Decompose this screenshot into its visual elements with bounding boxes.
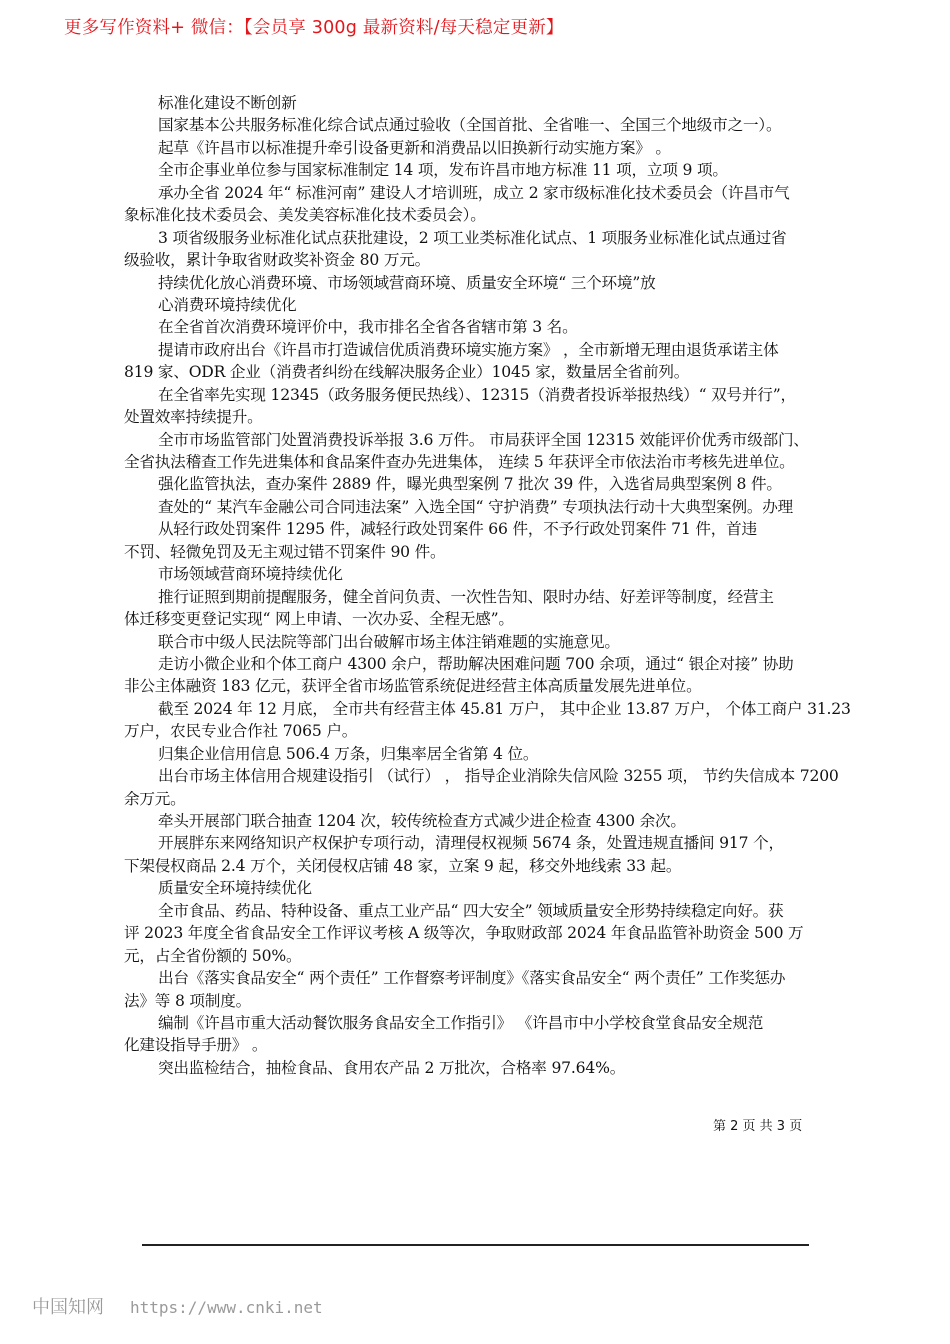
text-line: 在全省首次消费环境评价中，我市排名全省各省辖市第 3 名。 xyxy=(158,318,578,337)
text-line: 不罚、轻微免罚及无主观过错不罚案件 90 件。 xyxy=(124,542,446,561)
text-line: 出台《落实食品安全“ 两个责任” 工作督察考评制度》《落实食品安全“ 两个责任” 工作奖惩办 xyxy=(158,969,786,988)
text-line: 强化监管执法，查办案件 2889 件，曝光典型案例 7 批次 39 件，入选省局典型案例 8 件。 xyxy=(158,475,782,494)
text-line: 市场领域营商环境持续优化 xyxy=(158,565,343,584)
text-line: 查处的“ 某汽车金融公司合同违法案” 入选全国“ 守护消费” 专项执法行动十大典型案例。办理 xyxy=(158,497,794,516)
text-line: 起草《许昌市以标准提升牵引设备更新和消费品以旧换新行动实施方案》 。 xyxy=(158,138,671,157)
text-line: 评 2023 年度全省食品安全工作评议考核 A 级等次，争取财政部 2024 年食品监管补助资金 500 万 xyxy=(124,924,804,943)
text-line: 质量安全环境持续优化 xyxy=(158,879,312,898)
text-line: 归集企业信用信息 506.4 万条，归集率居全省第 4 位。 xyxy=(158,744,539,763)
document-body xyxy=(124,92,851,1079)
text-line: 牵头开展部门联合抽查 1204 次，较传统检查方式减少进企检查 4300 余次。 xyxy=(158,812,686,830)
page-number: 第 2 页 共 3 页 xyxy=(713,1119,803,1134)
text-line: 819 家、ODR 企业（消费者纠纷在线解决服务企业）1045 家，数量居全省前列。 xyxy=(124,363,690,382)
text-line: 万户，农民专业合作社 7065 户。 xyxy=(124,722,358,741)
text-line: 提请市政府出台《许昌市打造诚信优质消费环境实施方案》 ，全市新增无理由退货承诺主体 xyxy=(158,340,779,359)
text-line: 全省执法稽查工作先进集体和食品案件查办先进集体， 连续 5 年获评全市依法治市考核先进单位。 xyxy=(124,453,795,471)
text-line: 联合市中级人民法院等部门出台破解市场主体注销难题的实施意见。 xyxy=(158,632,620,651)
text-line: 全市市场监管部门处置消费投诉举报 3.6 万件。 市局获评全国 12315 效能评价优秀市级部门、 xyxy=(158,430,809,449)
watermark-url: https://www.cnki.net xyxy=(130,1298,323,1317)
text-line: 余万元。 xyxy=(124,789,186,808)
text-line: 法》等 8 项制度。 xyxy=(124,991,251,1010)
text-line: 编制《许昌市重大活动餐饮服务食品安全工作指引》 《许昌市中小学校食堂食品安全规范 xyxy=(158,1013,764,1032)
text-line: 推行证照到期前提醒服务，健全首问负责、一次性告知、限时办结、好差评等制度，经营主 xyxy=(158,587,774,606)
text-line: 截至 2024 年 12 月底， 全市共有经营主体 45.81 万户， 其中企业 13.87 万户， 个体工商户 31.23 xyxy=(158,699,851,718)
text-line: 体迁移变更登记实现“ 网上申请、一次办妥、全程无感”。 xyxy=(124,610,514,629)
text-line: 3 项省级服务业标准化试点获批建设，2 项工业类标准化试点、1 项服务业标准化试点通过省 xyxy=(158,228,787,247)
text-line: 国家基本公共服务标准化综合试点通过验收（全国首批、全省唯一、全国三个地级市之一）。 xyxy=(158,116,782,135)
promo-banner: 更多写作资料+ 微信：【会员享 300g 最新资料/每天稳定更新】 xyxy=(64,18,564,38)
text-line: 在全省率先实现 12345（政务服务便民热线）、12315（消费者投诉举报热线）“ 双号并行”， xyxy=(158,385,796,404)
text-line: 非公主体融资 183 亿元，获评全省市场监管系统促进经营主体高质量发展先进单位。 xyxy=(124,677,702,696)
text-line: 走访小微企业和个体工商户 4300 余户，帮助解决困难问题 700 余项，通过“ 银企对接” 协助 xyxy=(158,654,794,673)
watermark xyxy=(32,1293,323,1319)
text-line: 开展胖东来网络知识产权保护专项行动，清理侵权视频 5674 条，处置违规直播间 917 个， xyxy=(158,834,784,853)
text-line: 全市食品、药品、特种设备、重点工业产品“ 四大安全” 领域质量安全形势持续稳定向好。获 xyxy=(158,901,784,920)
text-line: 从轻行政处罚案件 1295 件，减轻行政处罚案件 66 件，不予行政处罚案件 71 件，首违 xyxy=(158,520,757,539)
text-line: 下架侵权商品 2.4 万个，关闭侵权店铺 48 家，立案 9 起，移交外地线索 33 起。 xyxy=(124,856,682,875)
footer-divider xyxy=(142,1244,809,1246)
text-line: 持续优化放心消费环境、市场领域营商环境、质量安全环境“ 三个环境”放 xyxy=(158,273,656,292)
text-line: 处置效率持续提升。 xyxy=(124,408,263,427)
text-line: 心消费环境持续优化 xyxy=(158,295,297,314)
text-line: 级验收，累计争取省财政奖补资金 80 万元。 xyxy=(124,251,431,270)
text-line: 承办全省 2024 年“ 标准河南” 建设人才培训班，成立 2 家市级标准化技术委员会（许昌市气 xyxy=(158,183,790,202)
text-line: 象标准化技术委员会、美发美容标准化技术委员会）。 xyxy=(124,206,486,225)
text-line: 出台市场主体信用合规建设指引 （试行） ， 指导企业消除失信风险 3255 项， 节约失信成本 7200 xyxy=(158,767,839,786)
watermark-name: 中国知网 xyxy=(32,1297,104,1318)
text-line: 化建设指导手册》 。 xyxy=(124,1036,268,1055)
text-line: 突出监检结合，抽检食品、食用农产品 2 万批次，合格率 97.64%。 xyxy=(158,1058,626,1077)
text-line: 全市企事业单位参与国家标准制定 14 项，发布许昌市地方标准 11 项，立项 9 项。 xyxy=(158,161,728,180)
text-line: 元，占全省份额的 50%。 xyxy=(124,946,302,965)
text-line: 标准化建设不断创新 xyxy=(158,94,297,112)
